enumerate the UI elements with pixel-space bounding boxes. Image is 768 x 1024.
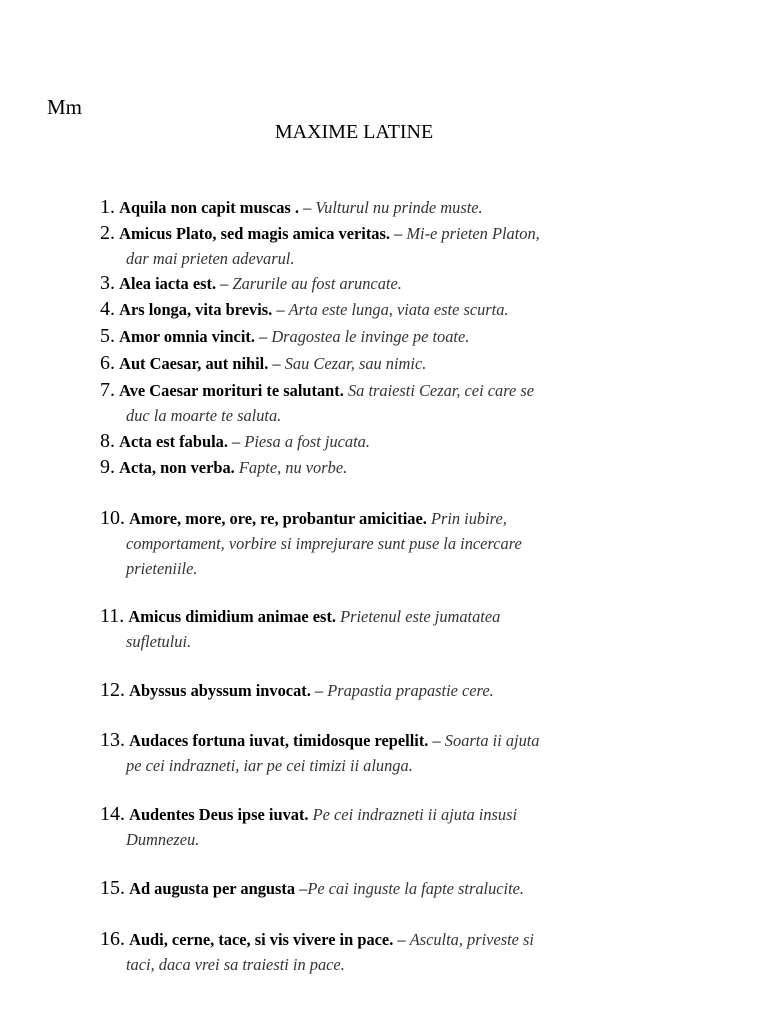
separator: – [254,327,272,346]
list-item [100,604,675,654]
list-item [100,802,675,852]
item-number: 14. [100,803,125,825]
item-number: 9. [100,456,115,478]
item-number: 2. [100,222,115,244]
separator: – [310,681,328,700]
item-number: 15. [100,877,125,899]
item-number: 1. [100,196,115,218]
separator: – [393,930,410,949]
item-number: 6. [100,352,115,374]
translation: Prapastia prapastie cere. [327,681,494,700]
list-item [100,351,675,376]
translation-continued: pe cei indrazneti, iar pe cei timizi ii alunga. [126,756,413,775]
translation: Asculta, priveste si [409,930,534,949]
header-mark: Mm [47,95,83,119]
list-item [100,221,675,271]
list-item [100,728,675,778]
latin-maxim: Audentes Deus ipse iuvat. [129,805,309,824]
list-item [100,195,675,220]
translation-continued: duc la moarte te saluta. [126,406,282,425]
latin-maxim: Amicus Plato, sed magis amica veritas. [119,224,390,243]
item-number: 13. [100,729,125,751]
item-number: 3. [100,272,115,294]
separator: – [389,224,407,243]
separator: – [428,731,445,750]
translation: Dragostea le invinge pe toate. [271,327,470,346]
list-item [100,876,675,901]
separator: – [216,274,233,293]
translation-continued: taci, daca vrei sa traiesti in pace. [126,955,345,974]
list-item [100,271,675,296]
translation-continued: Dumnezeu. [126,830,200,849]
translation: Prietenul este jumatatea [340,607,501,626]
translation: Vulturul nu prinde muste. [315,198,483,217]
list-item [100,678,675,703]
latin-maxim: Ave Caesar morituri te salutant. [119,381,344,400]
list-item [100,927,675,977]
translation: Arta este lunga, viata este scurta. [288,300,509,319]
item-number: 5. [100,325,115,347]
latin-maxim: Abyssus abyssum invocat. [129,681,311,700]
list-item [100,429,675,454]
translation: Fapte, nu vorbe. [238,458,348,477]
latin-maxim: Ars longa, vita brevis. [119,300,273,319]
item-number: 11. [100,605,125,627]
separator: – [227,432,245,451]
separator: – [299,198,316,217]
latin-maxim: Acta, non verba. [119,458,235,477]
translation: Sa traiesti Cezar, cei care se [347,381,534,400]
item-number: 4. [100,298,115,320]
latin-maxim: Ad augusta per angusta [129,879,296,898]
latin-maxim: Aut Caesar, aut nihil. [119,354,269,373]
translation-continued: prieteniile. [126,559,198,578]
translation: Pe cai inguste la fapte stralucite. [307,879,525,898]
list-item [100,506,675,581]
item-number: 12. [100,679,125,701]
latin-maxim: Acta est fabula. [119,432,228,451]
latin-maxim: Amicus dimidium animae est. [128,607,336,626]
latin-maxim: Audi, cerne, tace, si vis vivere in pace. [129,930,394,949]
translation-continued: dar mai prieten adevarul. [126,249,295,268]
translation: Prin iubire, [430,509,507,528]
list-item [100,455,675,480]
list-item [100,324,675,349]
translation: Soarta ii ajuta [444,731,540,750]
latin-maxim: Aquila non capit muscas . [119,198,299,217]
separator: – [268,354,285,373]
translation-continued: comportament, vorbire si imprejurare sunt puse la incercare [126,534,522,553]
latin-maxim: Amore, more, ore, re, probantur amicitiae. [129,509,427,528]
latin-maxim: Amor omnia vincit. [119,327,255,346]
item-number: 7. [100,379,115,401]
translation: Mi-e prieten Platon, [406,224,540,243]
list-item [100,297,675,322]
latin-maxim: Audaces fortuna iuvat, timidosque repellit. [129,731,429,750]
item-number: 16. [100,928,125,950]
list-item [100,378,675,428]
translation: Pe cei indrazneti ii ajuta insusi [312,805,518,824]
translation-continued: sufletului. [126,632,192,651]
page-title: MAXIME LATINE [274,121,434,143]
latin-maxim: Alea iacta est. [119,274,217,293]
translation: Sau Cezar, sau nimic. [284,354,427,373]
item-number: 10. [100,507,125,529]
separator: – [272,300,289,319]
item-number: 8. [100,430,115,452]
separator: – [295,879,308,898]
translation: Zarurile au fost aruncate. [232,274,402,293]
translation: Piesa a fost jucata. [244,432,370,451]
